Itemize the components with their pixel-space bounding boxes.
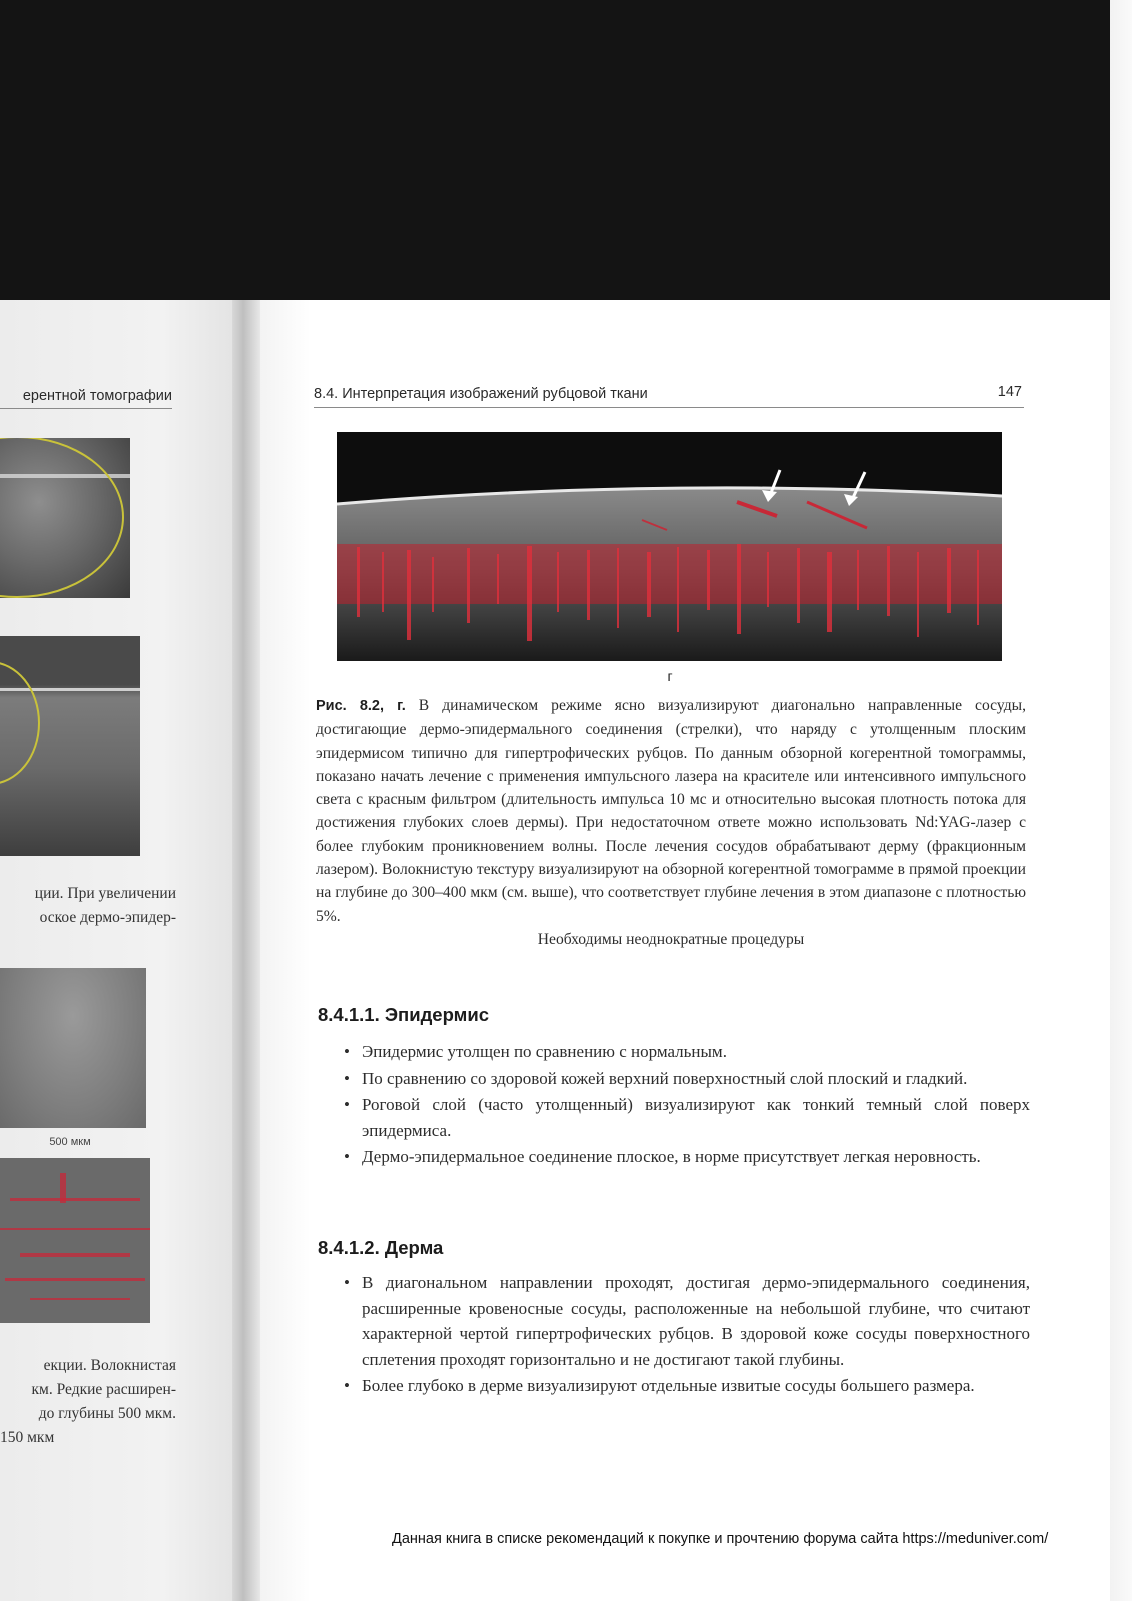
highlight-oval — [0, 438, 124, 598]
figure-caption — [316, 694, 1026, 951]
left-text-line: км. Редкие расширен- — [31, 1381, 176, 1398]
book-gutter — [232, 300, 260, 1601]
scan-edge-shadow — [1110, 0, 1132, 1601]
left-text-line: 150 мкм — [0, 1429, 55, 1446]
left-text-line: оское дермо-эпидер- — [39, 909, 176, 926]
footer-note: Данная книга в списке рекомендаций к покупке и прочтению форума сайта https://meduniver.com/ — [392, 1531, 1049, 1547]
left-header-rule — [0, 408, 172, 409]
dermis-bullet-list — [340, 1270, 1030, 1400]
running-header: 8.4. Интерпретация изображений рубцовой ткани — [314, 386, 648, 402]
epidermis-bullet-list — [340, 1039, 1030, 1171]
page-number: 147 — [997, 384, 1022, 400]
scanner-dark-area — [0, 0, 1110, 300]
caption-last-line: Необходимы неоднократные процедуры — [537, 930, 805, 948]
oct-dynamic-image — [337, 432, 1002, 661]
figure-letter: г — [667, 668, 673, 684]
left-running-header: ерентной томографии — [22, 388, 172, 404]
caption-label: Рис. 8.2, г. — [316, 698, 406, 714]
left-oct-image-1 — [0, 438, 130, 598]
scale-label: 500 мкм — [49, 1136, 91, 1148]
highlight-oval — [0, 661, 40, 785]
caption-text: В динамическом режиме ясно визуализируют диагонально направленные сосуды, достигающие дермо-эпидермального соединения (стрелки), что наряду с утолщенным плоским эпидермисом типично для гипертрофических рубцов. По данным обзорной когерентной томограммы, показано начать лечение с применения импульсного лазера на красителе или интенсивного импульсного света с красным фильтром (длительность импульса 10 мс и относительно высокая плотность потока для достижения глубоких слоев дермы). При недостаточном ответе можно использовать Nd:YAG-лазер с более глубоким проникновением волны. После лечения сосудов обрабатывают дерму (фракционным лазером). Волокнистую текстуру визуализируют на обзорной когерентной томограмме в прямой проекции на глубине до 300–400 мкм (см. выше), что соответствует глубине лечения в этом диапазоне с плотностью 5%. — [316, 697, 1027, 925]
oct-tomogram — [337, 432, 1002, 661]
list-item: • Более глубоко в дерме визуализируют отдельные извитые сосуды большего размера. — [340, 1373, 1030, 1399]
list-item: • По сравнению со здоровой кожей верхний поверхностный слой плоский и гладкий. — [340, 1066, 1030, 1092]
section-title-epidermis: 8.4.1.1. Эпидермис — [318, 1004, 489, 1025]
section-title-dermis: 8.4.1.2. Дерма — [318, 1237, 444, 1258]
left-text-line: до глубины 500 мкм. — [38, 1405, 176, 1422]
left-oct-image-4-dynamic — [0, 1158, 150, 1323]
left-oct-image-3 — [0, 968, 146, 1128]
left-text-line: екции. Волокнистая — [43, 1357, 176, 1374]
list-item: • Дермо-эпидермальное соединение плоское, в норме присутствует легкая неровность. — [340, 1144, 1030, 1170]
header-rule — [314, 407, 1024, 408]
list-item: • Эпидермис утолщен по сравнению с нормальным. — [340, 1039, 1030, 1065]
left-text-line: ции. При увеличении — [34, 885, 176, 902]
list-item: • Роговой слой (часто утолщенный) визуализируют как тонкий темный слой поверх эпидермиса. — [340, 1092, 1030, 1143]
list-item: • В диагональном направлении проходят, достигая дермо-эпидермального соединения, расширенные кровеносные сосуды, расположенные на небольшой глубине, что считают характерной чертой гипертрофических рубцов. В здоровой коже сосуды поверхностного сплетения проходят горизонтально и не достигают такой глубины. — [340, 1270, 1030, 1372]
left-oct-image-2 — [0, 636, 140, 856]
